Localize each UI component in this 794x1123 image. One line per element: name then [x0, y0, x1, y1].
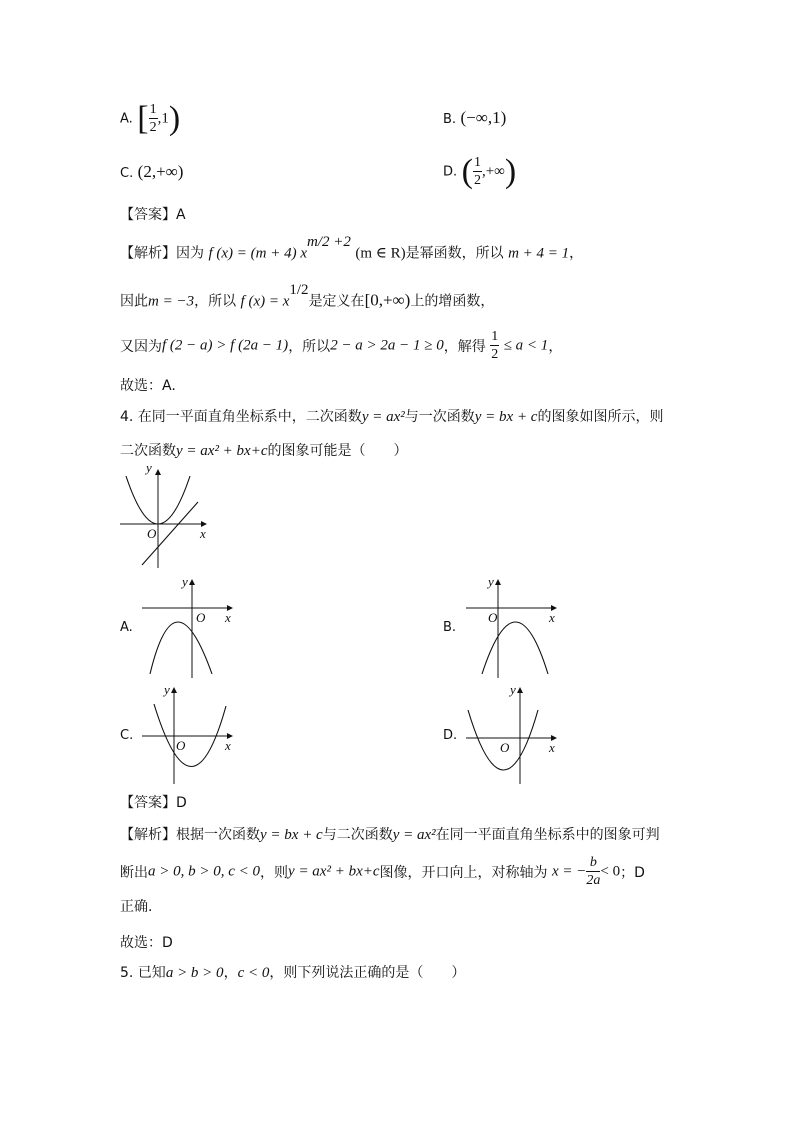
- option-d: [443, 153, 516, 191]
- option-b: [443, 108, 506, 128]
- graph-option-a: [140, 574, 240, 680]
- question-text: ，: [223, 965, 238, 981]
- option-a-label: A.: [120, 111, 133, 127]
- question-text: 的图象可能是（ ）: [267, 443, 408, 459]
- answer-value: A: [176, 207, 186, 223]
- axis-y-label: y: [164, 682, 170, 697]
- q4-analysis-line3: 正确.: [120, 899, 153, 915]
- question-number: 4.: [120, 409, 134, 425]
- formula: y = ax²: [392, 827, 436, 843]
- analysis-text: 根据一次函数: [176, 827, 260, 843]
- formula: ≤ a < 1: [503, 337, 549, 354]
- formula: m + 4 = 1: [508, 245, 570, 262]
- formula: a > b > 0: [165, 965, 224, 981]
- formula: x = −: [551, 863, 587, 880]
- option-b-value: (−∞,1): [460, 108, 507, 127]
- axis-y-label: y: [146, 462, 152, 475]
- option-a-den: 2: [149, 120, 157, 135]
- formula: y = bx + c: [260, 827, 323, 843]
- fraction: [586, 856, 600, 888]
- analysis-text: 是定义在: [308, 293, 365, 310]
- analysis-text: 与二次函数: [322, 827, 393, 843]
- graph-option-a-label: A.: [120, 620, 133, 635]
- fraction: [490, 330, 499, 362]
- option-a-fraction: [149, 103, 158, 135]
- question-number: 5.: [120, 965, 134, 981]
- axis-x-label: x: [200, 526, 206, 541]
- option-a-num: 1: [149, 102, 157, 117]
- analysis-text: ，解得: [443, 339, 486, 355]
- answer-prefix: 【答案】: [120, 207, 176, 223]
- graph-option-d-label: D.: [443, 728, 458, 743]
- origin-label: O: [488, 610, 498, 625]
- formula: y = ax² + bx+c: [288, 863, 380, 880]
- analysis-text: ，则: [260, 865, 289, 881]
- fraction-num: 1: [491, 329, 499, 344]
- q4-conclusion: 故选：D: [120, 935, 173, 951]
- option-d-label: D.: [443, 164, 458, 180]
- origin-label: O: [500, 740, 510, 755]
- axis-y-label: y: [510, 682, 516, 697]
- analysis-text: ；D: [620, 865, 645, 881]
- answer-prefix: 【答案】: [120, 795, 176, 811]
- question-text: ，则下列说法正确的是（ ）: [269, 965, 466, 981]
- analysis-text: ，: [569, 245, 584, 262]
- q3-answer: [120, 204, 186, 224]
- graph-option-c: [140, 680, 240, 786]
- q3-conclusion: 故选：A.: [120, 378, 176, 394]
- option-c-value: (2,+∞): [137, 162, 184, 181]
- parabola-curve: [150, 622, 212, 674]
- formula: < 0: [600, 863, 621, 880]
- option-a-rest: ,1: [157, 110, 169, 127]
- q5-question: [120, 962, 465, 982]
- graph-option-b: [464, 574, 564, 680]
- question-text: 在同一平面直角坐标系中，二次函数: [137, 409, 362, 425]
- analysis-prefix: 【解析】: [120, 245, 176, 262]
- axis-y-label: y: [182, 574, 188, 589]
- formula: f (2 − a) > f (2a − 1): [162, 337, 289, 354]
- fraction-den: 2: [491, 347, 499, 362]
- q3-analysis-line2: [120, 282, 495, 311]
- formula: 2 − a > 2a − 1 ≥ 0: [330, 337, 444, 354]
- formula: y = bx + c: [474, 409, 538, 425]
- q3-analysis-line3: [120, 330, 562, 362]
- option-c: [120, 162, 183, 182]
- analysis-prefix: 【解析】: [120, 827, 176, 843]
- question-text: 二次函数: [120, 443, 176, 459]
- axis-x-label: x: [225, 738, 231, 753]
- given-graph: [118, 462, 210, 570]
- formula-condition: (m ∈ R): [355, 245, 406, 262]
- parabola-curve: [154, 704, 226, 767]
- option-d-fraction: [473, 156, 482, 188]
- option-d-den: 2: [473, 173, 481, 188]
- option-d-rest: ,+∞: [481, 163, 505, 180]
- q4-line1: [120, 406, 663, 426]
- formula: f (x) = (m + 4) x: [208, 245, 307, 262]
- question-text: 与一次函数: [404, 409, 475, 425]
- option-a-bracket: [: [137, 100, 149, 137]
- analysis-text: ，: [548, 339, 563, 355]
- origin-label: O: [147, 526, 157, 541]
- q4-analysis-line2: [120, 856, 645, 888]
- formula: y = ax²: [361, 409, 405, 425]
- axis-y-label: y: [488, 574, 494, 589]
- formula: c < 0: [237, 965, 270, 981]
- option-d-close: ): [504, 153, 517, 190]
- answer-value: D: [176, 795, 187, 811]
- formula-exponent: m/2 +2: [307, 234, 351, 250]
- graph-option-b-label: B.: [443, 620, 457, 635]
- analysis-text: 因为: [176, 245, 204, 262]
- analysis-text: 又因为: [120, 339, 162, 355]
- graph-option-d: [464, 680, 564, 786]
- option-b-label: B.: [443, 112, 457, 127]
- analysis-text: 是幂函数，所以: [405, 245, 504, 262]
- option-a-close: ): [168, 100, 181, 137]
- formula-exponent: 1/2: [289, 282, 309, 298]
- formula: a > 0, b > 0, c < 0: [148, 863, 261, 880]
- analysis-text: 因此: [120, 293, 148, 310]
- q4-answer: [120, 792, 187, 812]
- fraction-den: 2a: [586, 873, 601, 888]
- q3-analysis-line1: [120, 234, 584, 263]
- graph-option-c-label: C.: [120, 728, 134, 743]
- formula: m = −3: [148, 293, 195, 310]
- q4-analysis-line1: [120, 824, 660, 844]
- question-text: 已知: [137, 965, 166, 981]
- formula: f (x) = x: [240, 293, 290, 310]
- formula: y = ax² + bx+c: [176, 443, 268, 459]
- analysis-text: ，所以: [194, 293, 237, 310]
- origin-label: O: [176, 738, 186, 753]
- parabola-curve: [482, 622, 548, 674]
- interval: [0,+∞): [364, 290, 411, 310]
- fraction-num: b: [586, 856, 600, 872]
- axis-x-label: x: [225, 610, 231, 625]
- analysis-text: 断出: [120, 865, 148, 881]
- origin-label: O: [196, 610, 206, 625]
- analysis-text: 图像，开口向上，对称轴为: [379, 865, 548, 881]
- option-a: [120, 100, 180, 138]
- axis-x-label: x: [549, 740, 555, 755]
- q4-line2: [120, 440, 408, 460]
- axis-x-label: x: [549, 610, 555, 625]
- question-text: 的图象如图所示，则: [537, 409, 664, 425]
- analysis-text: 上的增函数，: [410, 293, 495, 310]
- analysis-text: 在同一平面直角坐标系中的图象可判: [435, 827, 660, 843]
- analysis-text: ，所以: [288, 339, 331, 355]
- option-d-num: 1: [473, 155, 481, 170]
- option-d-open: (: [461, 153, 473, 190]
- option-c-label: C.: [120, 166, 134, 181]
